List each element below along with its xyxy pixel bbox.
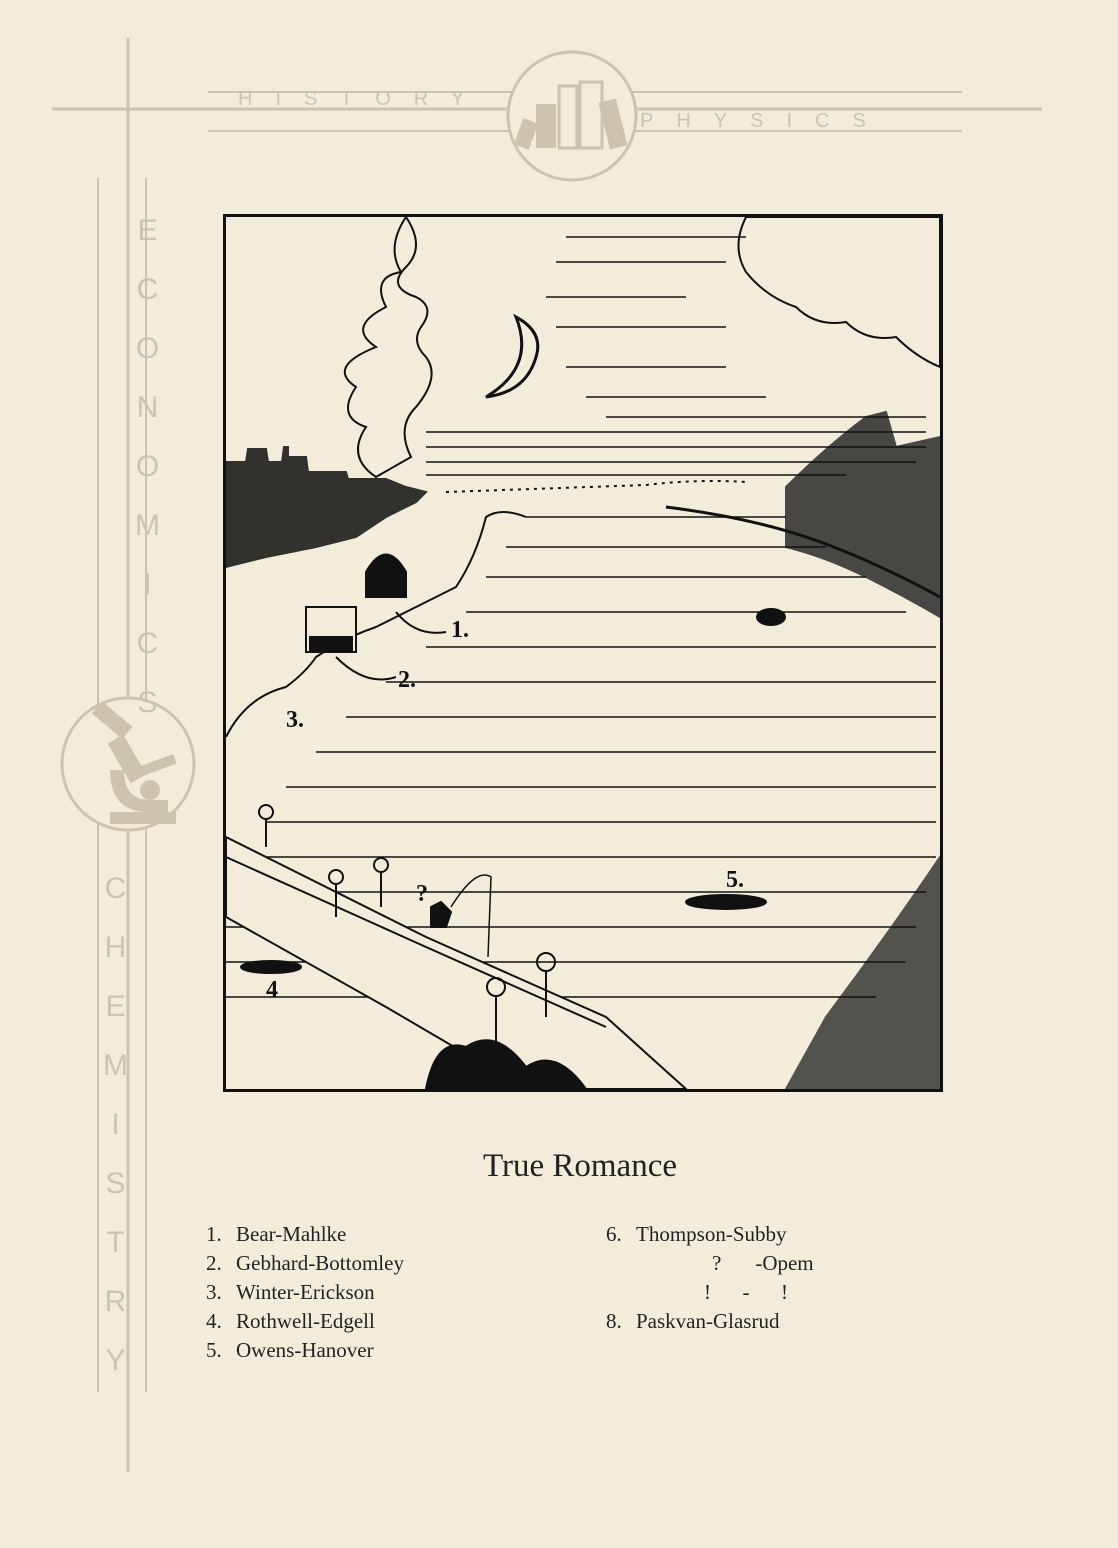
item-number: 3. [206,1280,222,1304]
item-name: Gebhard-Bottomley [236,1251,404,1275]
couples-list-left [206,1220,404,1365]
item-placeholder: ! - ! [704,1280,788,1304]
label-2: 2. [398,667,416,693]
item-name: Winter-Erickson [236,1280,375,1304]
economics-sidebar-label [132,214,162,745]
item-number: 8. [606,1309,622,1333]
item-number: 4. [206,1309,222,1333]
couples-list-right [606,1220,814,1336]
list-item [606,1249,814,1278]
list-item [206,1220,404,1249]
lake-drawing [226,217,940,1089]
cloud-right [739,217,941,367]
item-name: Thompson-Subby [636,1222,787,1246]
chemistry-sidebar-label [100,872,130,1403]
label-question: ? [416,881,428,907]
item-name: Owens-Hanover [236,1338,374,1362]
econ-letters: ECONOMICS [131,214,164,745]
microscope-icon [62,698,194,830]
boat-4-icon [241,961,301,973]
item-number: 6. [606,1222,622,1246]
moon-icon [486,317,538,397]
label-5: 5. [726,867,744,893]
label-3: 3. [286,707,304,733]
list-item [206,1307,404,1336]
lake-illustration [223,214,943,1092]
history-header-label: HISTORY [238,88,488,110]
list-item [606,1220,814,1249]
list-item [606,1307,814,1336]
page-title: True Romance [482,1148,677,1184]
list-item [206,1278,404,1307]
list-item [206,1336,404,1365]
label-1: 1. [451,617,469,643]
list-item [206,1249,404,1278]
list-item [606,1278,814,1307]
books-icon [508,52,636,180]
label-6: 6 [761,605,773,631]
item-number: 1. [206,1222,222,1246]
item-name: Rothwell-Edgell [236,1309,375,1333]
item-name: Bear-Mahlke [236,1222,347,1246]
item-name: -Opem [755,1251,814,1275]
item-number: 2. [206,1251,222,1275]
boat-5-icon [686,895,766,909]
pavilion-icon [366,555,406,598]
fisherman-icon [431,902,451,927]
chem-letters: CHEMISTRY [99,872,132,1403]
item-name: Paskvan-Glasrud [636,1309,780,1333]
physics-header-label: PHYSICS [640,110,889,132]
item-number: 5. [206,1338,222,1362]
item-unknown-mark: ? [712,1251,722,1275]
cloud-left [345,217,432,477]
label-4: 4 [266,977,278,1003]
